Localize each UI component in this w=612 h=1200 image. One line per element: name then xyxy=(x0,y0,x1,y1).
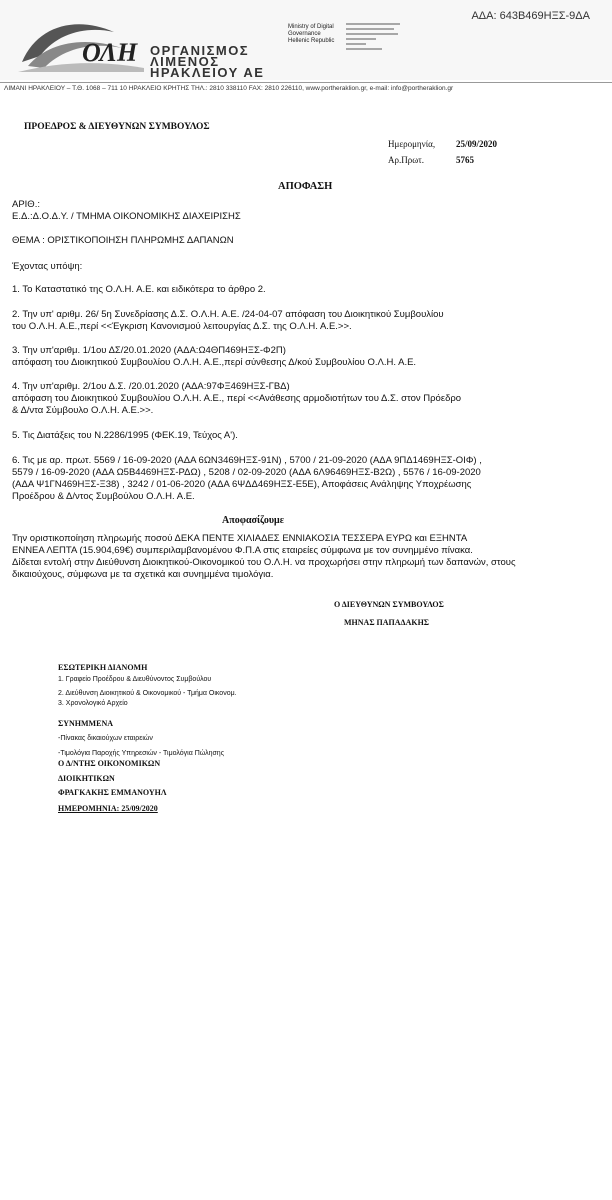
item-4: 4. Την υπ'αριθμ. 2/1ου Δ.Σ. /20.01.2020 (ΑΔΑ:97ΦΞ469ΗΞΣ-ΓΒΔ) απόφαση του Διοικητικού Συμβουλίου Ο.Λ.Η. Α.Ε., περί <<Ανάθεσης αρμοδιοτήτων του Δ.Σ. στον Πρόεδρο & Δ/ντα Σύμβουλο Ο.Λ.Η. Α.Ε.>>. xyxy=(12,381,462,416)
org-name-line3: ΗΡΑΚΛΕΙΟΥ ΑΕ xyxy=(150,65,265,80)
distribution-item-3: 3. Χρονολογικό Αρχείο xyxy=(58,700,128,707)
item-1: 1. Το Καταστατικό της Ο.Λ.Η. Α.Ε. και ειδικότερα το άρθρο 2. xyxy=(12,284,266,295)
protocol-label: Αρ.Πρωτ. xyxy=(388,155,425,165)
finance-director-name: ΦΡΑΓΚΑΚΗΣ ΕΜΜΑΝΟΥΗΛ xyxy=(58,788,167,797)
issuer: ΠΡΟΕΔΡΟΣ & ΔΙΕΥΘΥΝΩΝ ΣΥΜΒΟΥΛΟΣ xyxy=(24,122,210,132)
finance-director-title-2: ΔΙΟΙΚΗΤΙΚΩΝ xyxy=(58,774,115,783)
decision-text: Την οριστικοποίηση πληρωμής ποσού ΔΕΚΑ ΠΕΝΤΕ ΧΙΛΙΑΔΕΣ ΕΝΝΙΑΚΟΣΙΑ ΤΕΣΣΕΡΑ ΕΥΡΩ και ΕΞΗΝΤΑ ΕΝΝΕΑ ΛΕΠΤΑ (15.904,69€) συμπεριλαμβανομένου Φ.Π.Α στις εταιρείες σύμφωνα με τον συνημμένο πίνακα. Δίδεται εντολή στην Διεύθυνση Διοικητικού-Οικονομικού του Ο.Λ.Η. να προχωρήσει στην πληρωμή των δαπανών, στους δικαιούχους, σύμφωνα με τα σχετικά και συνημμένα τιμολόγια. xyxy=(12,533,516,580)
gov-line3: Hellenic Republic xyxy=(288,38,335,44)
attachment-2: -Τιμολόγια Παροχής Υπηρεσιών - Τιμολόγια Πώλησης xyxy=(58,750,225,757)
signer-name: ΜΗΝΑΣ ΠΑΠΑΔΑΚΗΣ xyxy=(344,618,430,627)
contact-info: ΛΙΜΑΝΙ ΗΡΑΚΛΕΙΟΥ – Τ.Θ. 1068 – 711 10 ΗΡΑΚΛΕΙΟ ΚΡΗΤΗΣ ΤΗΛ.: 2810 338110 FAX: 2810 226110, www.portheraklion.gr, e-mail: info@portheraklion.gr xyxy=(0,82,612,94)
digital-signature-block-icon xyxy=(346,22,406,56)
distribution-item-1: 1. Γραφείο Προέδρου & Διευθύνοντος Συμβούλου xyxy=(58,676,212,683)
distribution-heading: ΕΣΩΤΕΡΙΚΗ ΔΙΑΝΟΜΗ xyxy=(58,663,148,672)
item-2: 2. Την υπ' αριθμ. 26/ 5η Συνεδρίασης Δ.Σ. Ο.Λ.Η. Α.Ε. /24-04-07 απόφαση του Διοικητικού Συμβουλίου του Ο.Λ.Η. Α.Ε.,περί <<Έγκριση Κανονισμού λειτουργίας Δ.Σ. της Ο.Λ.Η. Α.Ε.>>. xyxy=(12,309,444,332)
attachment-1: -Πίνακας δικαιούχων εταιρειών xyxy=(58,735,153,742)
org-name-line1: ΟΡΓΑΝΙΣΜΟΣ xyxy=(150,43,250,58)
item-6: 6. Τις με αρ. πρωτ. 5569 / 16-09-2020 (ΑΔΑ 6ΩΝ3469ΗΞΣ-91Ν) , 5700 / 21-09-2020 (ΑΔΑ 9ΠΔ1469ΗΞΣ-ΟΙΦ) , 5579 / 16-09-2020 (ΑΔΑ Ω5Β4469ΗΞΣ-ΡΔΩ) , 5208 / 02-09-2020 (ΑΔΑ 6Λ96469ΗΞΣ-Β2Ω) , 5576 / 16-09-2020 (ΑΔΑ Ψ1ΓΝ469ΗΞΣ-Ξ38) , 3242 / 01-06-2020 (ΑΔΑ 6ΨΔΔ469ΗΞΣ-Ε5Ε), Αποφάσεις Ανάληψης Υποχρέωσης Προέδρου & Δ/ντος Συμβούλου Ο.Λ.Η. Α.Ε. xyxy=(12,455,482,502)
finance-director-title: Ο Δ/ΝΤΗΣ ΟΙΚΟΝΟΜΙΚΩΝ xyxy=(58,759,161,768)
date-value: 25/09/2020 xyxy=(456,139,498,149)
signer-role: Ο ΔΙΕΥΘΥΝΩΝ ΣΥΜΒΟΥΛΟΣ xyxy=(334,600,444,609)
date-label: Ημερομηνία, xyxy=(388,139,436,149)
gov-line2: Governance xyxy=(288,31,321,37)
subject-line: ΘΕΜΑ : ΟΡΙΣΤΙΚΟΠΟΙΗΣΗ ΠΛΗΡΩΜΗΣ ΔΑΠΑΝΩΝ xyxy=(12,235,234,246)
distribution-item-2: 2. Διεύθυνση Διοικητικού & Οικονομικού - Τμήμα Οικονομ. xyxy=(58,690,237,697)
attachments-heading: ΣΥΝΗΜΜΕΝΑ xyxy=(58,719,113,728)
department-line: Ε.Δ.:Δ.Ο.Δ.Υ. / ΤΜΗΜΑ ΟΙΚΟΝΟΜΙΚΗΣ ΔΙΑΧΕΙΡΙΣΗΣ xyxy=(12,211,241,222)
ada-stamp: ΑΔΑ: 643Β469ΗΞΣ-9ΔΑ xyxy=(471,10,590,22)
gov-line1: Ministry of Digital xyxy=(288,24,334,30)
considering-line: Έχοντας υπόψη: xyxy=(12,261,83,272)
arith-line: ΑΡΙΘ.: xyxy=(12,199,40,210)
footer-date: ΗΜΕΡΟΜΗΝΙΑ: 25/09/2020 xyxy=(58,804,158,813)
item-5: 5. Τις Διατάξεις του Ν.2286/1995 (ΦΕΚ.19, Τεύχος Α'). xyxy=(12,430,238,441)
logo-abbreviation: ΟΛΗ xyxy=(82,38,138,67)
protocol-value: 5765 xyxy=(456,155,474,165)
org-name-line2: ΛΙΜΕΝΟΣ xyxy=(150,54,220,69)
document-title: ΑΠΟΦΑΣΗ xyxy=(278,181,333,192)
decision-heading: Αποφασίζουμε xyxy=(222,515,284,526)
item-3: 3. Την υπ'αριθμ. 1/1ου ΔΣ/20.01.2020 (ΑΔΑ:Ω4ΘΠ469ΗΞΣ-Φ2Π) απόφαση του Διοικητικού Συμβουλίου Ο.Λ.Η. Α.Ε.,περί σύνθεσης Δ/κού Συμβουλίου Ο.Λ.Η. Α.Ε. xyxy=(12,345,417,368)
